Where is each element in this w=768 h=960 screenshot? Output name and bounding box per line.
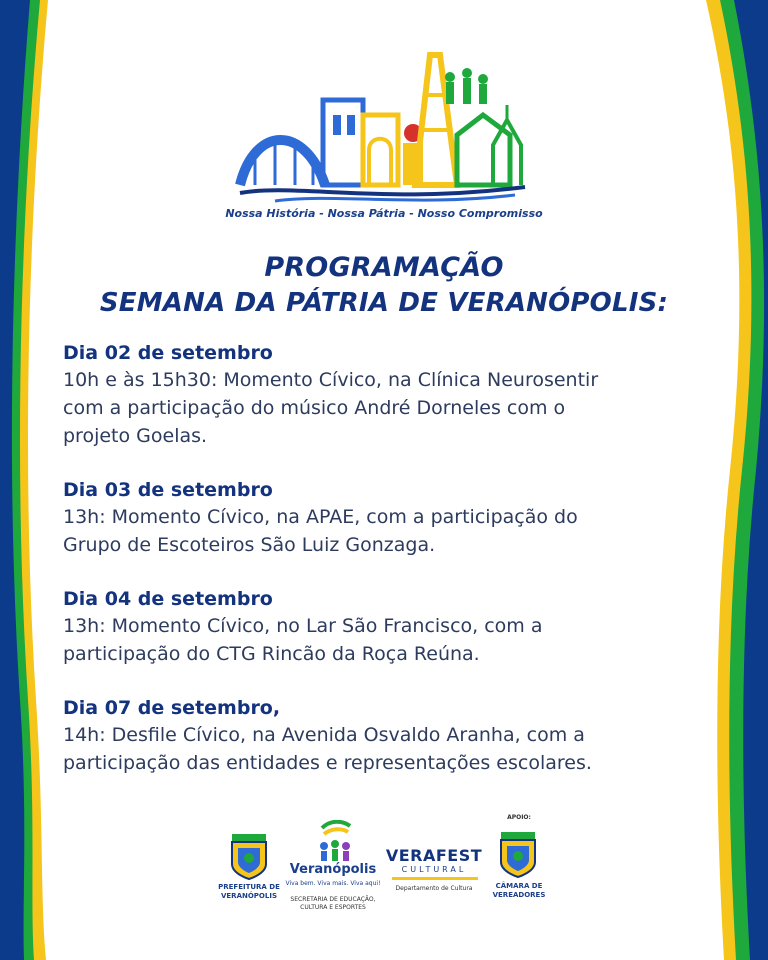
event-line: Grupo de Escoteiros São Luiz Gonzaga. [63, 534, 436, 556]
sponsor-logos [0, 810, 768, 920]
city-skyline-logo [235, 35, 535, 205]
verafest-name: VERAFEST [385, 846, 483, 865]
event-item [63, 477, 723, 559]
event-line: projeto Goelas. [63, 425, 208, 447]
event-item [63, 340, 723, 450]
page-title-line1: PROGRAMAÇÃO [264, 252, 504, 283]
event-day: Dia 02 de setembro [63, 342, 273, 364]
secretaria-label: SECRETARIA DE EDUCAÇÃO, CULTURA E ESPORTES [290, 896, 376, 911]
verafest-sub: CULTURAL [401, 865, 467, 874]
event-line: participação das entidades e representações escolares. [63, 752, 592, 774]
event-line: 14h: Desfile Cívico, na Avenida Osvaldo Aranha, com a [63, 724, 585, 746]
event-line: 13h: Momento Cívico, no Lar São Francisco, com a [63, 615, 543, 637]
veranopolis-slogan: Viva bem. Viva mais. Viva aqui! [285, 880, 381, 887]
camara-label: CÂMARA DE VEREADORES [492, 882, 546, 899]
verafest-dept: Departamento de Cultura [395, 885, 473, 892]
tagline: Nossa História - Nossa Pátria - Nosso Compromisso [225, 207, 543, 220]
event-line: 13h: Momento Cívico, na APAE, com a participação do [63, 506, 578, 528]
event-day: Dia 07 de setembro, [63, 697, 281, 719]
prefeitura-crest-icon [228, 832, 270, 880]
event-item [63, 586, 723, 668]
events-list [63, 340, 723, 804]
event-line: 10h e às 15h30: Momento Cívico, na Clínica Neurosentir [63, 369, 599, 391]
event-day: Dia 04 de setembro [63, 588, 273, 610]
page-title-line2: SEMANA DA PÁTRIA DE VERANÓPOLIS: [99, 288, 669, 318]
camara-crest-icon [496, 830, 540, 878]
apoio-label: APOIO: [507, 814, 531, 821]
event-item [63, 695, 723, 777]
event-line: participação do CTG Rincão da Roça Reúna. [63, 643, 480, 665]
event-line: com a participação do músico André Dorneles com o [63, 397, 566, 419]
veranopolis-name: Veranópolis [289, 862, 377, 877]
prefeitura-label: PREFEITURA DE VERANÓPOLIS [218, 883, 280, 900]
verafest-underline [392, 877, 478, 880]
event-day: Dia 03 de setembro [63, 479, 273, 501]
veranopolis-people-icon [312, 820, 358, 864]
